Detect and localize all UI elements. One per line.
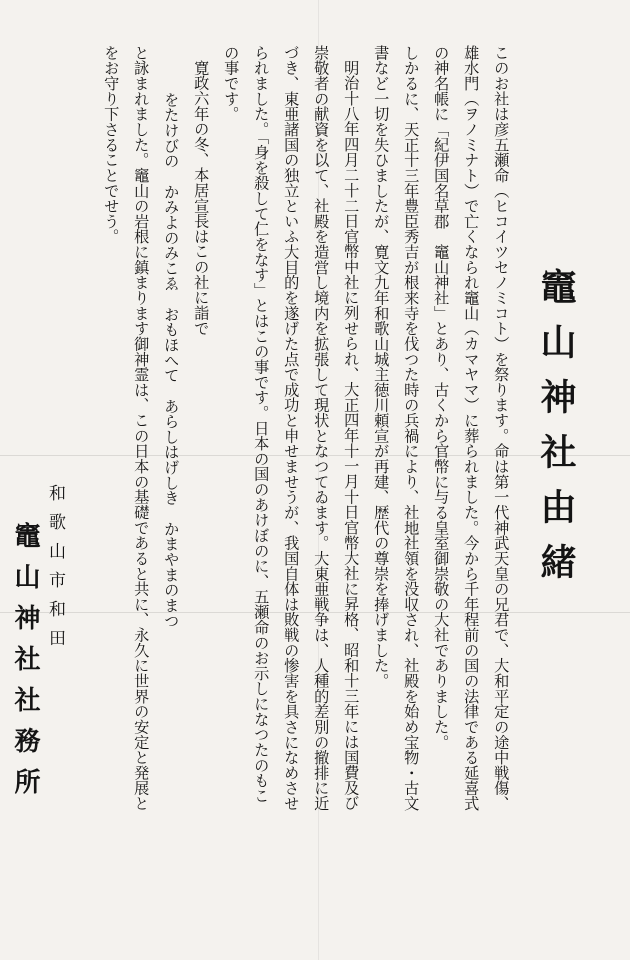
shrine-address: 和歌山市和田 [45,484,65,658]
text-line: 雄水門（ヲノミナト）で亡くなられ竈山（カマヤマ）に葬られました。今から千年程前の国の法律である延喜式 [462,45,481,811]
text-line: このお社は彦五瀬命（ヒコイツセノミコト）を祭ります。命は第一代神武天皇の兄君で、大和平定の途中戦傷、 [492,45,511,811]
text-line: しかるに、天正十三年豊臣秀吉が根来寺を伐つた時の兵禍により、社地社領を没収され、社殿を始め宝物・古文 [402,45,421,811]
text-line: られました。「身を殺して仁をなす」とはこの事です。日本の国のあけぼのに、五瀬命のお示しになつたのもこ [252,45,271,804]
text-line: 書など一切を失ひましたが、寛文九年和歌山城主徳川頼宣が再建、歴代の尊崇を捧げました。 [372,45,391,689]
shrine-office-name: 竈山神社社務所 [10,522,40,809]
text-line: 寛政六年の冬、本居宣長はこの社に詣で [192,60,211,336]
text-line: をお守り下さることでせう。 [102,45,121,245]
text-line: の事です。 [222,45,241,122]
text-line: と詠まれました。竈山の岩根に鎮まります御神霊は、この日本の基礎であると共に、永久に世界の安定と発展と [132,45,151,811]
document-title: 竈山神社由緒 [535,268,577,598]
text-line: づき、東亜諸国の独立といふ大目的を遂げた点で成功と申せませうが、我国自体は敗戦の惨害を具さになめさせ [282,45,301,811]
poem-line: をたけびの かみよのみこゑ おもほへて あらしはげしき かまやまのまつ [162,92,181,629]
text-line: 明治十八年四月二十二日官幣中社に列せられ、大正四年十一月十日官幣大社に昇格、昭和十三年には国費及び [342,60,361,811]
text-line: 崇敬者の献資を以て、社殿を造営し境内を拡張して現状となつてゐます。大東亜戦争は、人種的差別の撤排に近 [312,45,331,811]
text-line: の神名帳に「紀伊国名草郡 竈山神社」とあり、古くから官幣に与る皇室御崇敬の大社でありました。 [432,45,451,750]
